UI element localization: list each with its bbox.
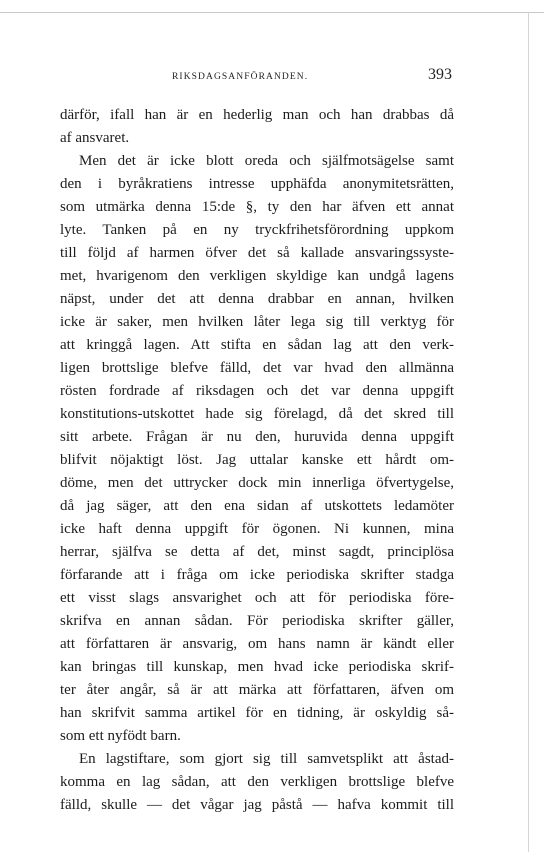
page-right-edge	[528, 12, 529, 852]
text-line: skrifva en annan sådan. För periodiska skrifter gäller,	[60, 613, 454, 629]
page-number: 393	[428, 66, 452, 83]
text-line: som ett nyfödt barn.	[60, 728, 181, 744]
text-line: ligen brottslige blefve fälld, det var hvad den allmänna	[60, 360, 454, 376]
text-line: komma en lag sådan, att den verkligen brottslige blefve	[60, 774, 454, 790]
text-line: kan bringas till kunskap, men hvad icke periodiska skrif-	[60, 659, 454, 675]
text-line: konstitutions-utskottet hade sig förelagd, då det skred till	[60, 406, 454, 422]
text-line: till följd af harmen öfver det så kallade ansvaringssyste-	[60, 245, 454, 261]
page-top-edge	[0, 12, 544, 13]
text-line: met, hvarigenom den verkligen skyldige kan undgå lagens	[60, 268, 454, 284]
text-line: En lagstiftare, som gjort sig till samvetsplikt att åstad-	[79, 751, 454, 767]
text-line: icke är saker, men hvilken låter lega sig till verktyg för	[60, 314, 454, 330]
text-line: han skrifvit samma artikel för en tidning, är oskyldig så-	[60, 705, 454, 721]
text-line: näpst, under det att denna drabbar en annan, hvilken	[60, 291, 454, 307]
text-line: då jag säger, att den ena sidan af utskottets ledamöter	[60, 498, 454, 514]
text-line: ett visst slags ansvarighet och att för periodiska före-	[60, 590, 454, 606]
text-line: den i byråkratiens intresse upphäfda anonymitetsrätten,	[60, 176, 454, 192]
running-header	[60, 66, 460, 88]
text-line: icke haft denna uppgift för ögonen. Ni kunnen, mina	[60, 521, 454, 537]
text-line: lyte. Tanken på en ny tryckfrihetsförordning uppkom	[60, 222, 454, 238]
text-line: fälld, skulle — det vågar jag påstå — hafva kommit till	[60, 797, 454, 813]
text-line: rösten fordrade af riksdagen och det var denna uppgift	[60, 383, 454, 399]
text-line: blifvit nöjaktigt löst. Jag uttalar kanske ett hårdt om-	[60, 452, 454, 468]
text-line: som utmärka denna 15:de §, ty den har äfven ett annat	[60, 199, 454, 215]
text-line: att författaren är ansvarig, om hans namn är kändt eller	[60, 636, 454, 652]
text-line: döme, men det uttrycker dock min innerliga öfvertygelse,	[60, 475, 454, 491]
text-line: Men det är icke blott oreda och själfmotsägelse samt	[79, 153, 454, 169]
text-line: att kringgå lagen. Att stifta en sådan lag att den verk-	[60, 337, 454, 353]
text-line: därför, ifall han är en hederlig man och han drabbas då	[60, 107, 454, 123]
text-line: herrar, själfva se detta af det, minst sagdt, principlösa	[60, 544, 454, 560]
text-line: förfarande att i fråga om icke periodiska skrifter stadga	[60, 567, 454, 583]
body-text	[60, 104, 454, 817]
running-title: RIKSDAGSANFÖRANDEN.	[172, 72, 309, 82]
text-line: af ansvaret.	[60, 130, 130, 146]
text-line: sitt arbete. Frågan är nu den, huruvida denna uppgift	[60, 429, 454, 445]
text-line: ter åter angår, så är att märka att författaren, äfven om	[60, 682, 454, 698]
